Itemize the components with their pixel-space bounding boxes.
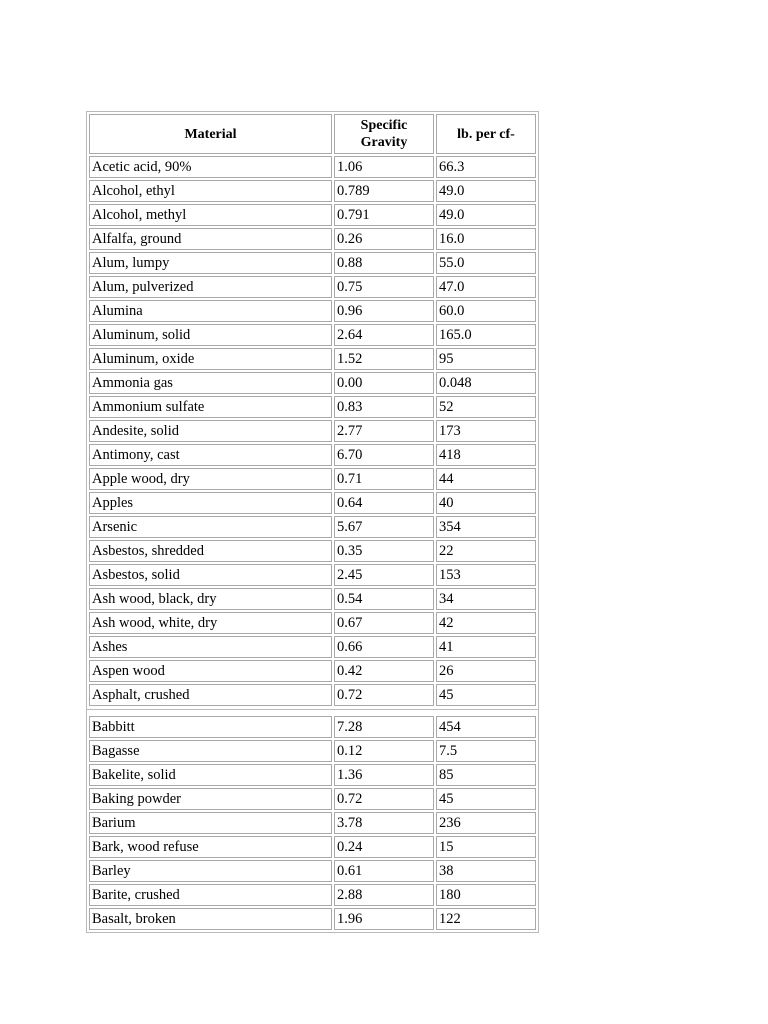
cell-material: Barium <box>89 812 332 834</box>
cell-specific-gravity: 0.83 <box>334 396 434 418</box>
table-row <box>89 860 536 882</box>
cell-specific-gravity: 0.791 <box>334 204 434 226</box>
cell-lb-per-cf: 165.0 <box>436 324 536 346</box>
cell-lb-per-cf: 42 <box>436 612 536 634</box>
cell-lb-per-cf: 66.3 <box>436 156 536 178</box>
cell-lb-per-cf: 45 <box>436 684 536 706</box>
cell-lb-per-cf: 55.0 <box>436 252 536 274</box>
table-row <box>89 884 536 906</box>
header-specific-gravity-line-2: Gravity <box>360 135 408 150</box>
cell-material: Aluminum, solid <box>89 324 332 346</box>
cell-specific-gravity: 0.75 <box>334 276 434 298</box>
table-row <box>89 540 536 562</box>
table-row <box>89 908 536 930</box>
table-row <box>89 156 536 178</box>
cell-specific-gravity: 1.96 <box>334 908 434 930</box>
table-row <box>89 348 536 370</box>
cell-material: Aspen wood <box>89 660 332 682</box>
cell-material: Barley <box>89 860 332 882</box>
cell-material: Arsenic <box>89 516 332 538</box>
cell-lb-per-cf: 95 <box>436 348 536 370</box>
cell-material: Ammonia gas <box>89 372 332 394</box>
table-row <box>89 228 536 250</box>
cell-material: Bagasse <box>89 740 332 762</box>
table-row <box>89 468 536 490</box>
table-row <box>89 324 536 346</box>
table-row <box>89 716 536 738</box>
cell-specific-gravity: 2.45 <box>334 564 434 586</box>
cell-lb-per-cf: 354 <box>436 516 536 538</box>
cell-material: Alumina <box>89 300 332 322</box>
cell-specific-gravity: 7.28 <box>334 716 434 738</box>
cell-specific-gravity: 2.88 <box>334 884 434 906</box>
table-row <box>89 812 536 834</box>
cell-lb-per-cf: 34 <box>436 588 536 610</box>
cell-lb-per-cf: 44 <box>436 468 536 490</box>
cell-lb-per-cf: 15 <box>436 836 536 858</box>
header-specific-gravity-line-1: Specific <box>360 118 408 133</box>
cell-lb-per-cf: 47.0 <box>436 276 536 298</box>
cell-specific-gravity: 0.61 <box>334 860 434 882</box>
cell-material: Aluminum, oxide <box>89 348 332 370</box>
cell-material: Babbitt <box>89 716 332 738</box>
table-row <box>89 372 536 394</box>
table-row <box>89 612 536 634</box>
cell-lb-per-cf: 49.0 <box>436 204 536 226</box>
cell-specific-gravity: 2.64 <box>334 324 434 346</box>
cell-specific-gravity: 0.42 <box>334 660 434 682</box>
cell-specific-gravity: 0.72 <box>334 684 434 706</box>
cell-lb-per-cf: 153 <box>436 564 536 586</box>
cell-specific-gravity: 2.77 <box>334 420 434 442</box>
table-row <box>89 836 536 858</box>
group-divider <box>87 709 538 713</box>
cell-lb-per-cf: 40 <box>436 492 536 514</box>
header-specific-gravity <box>334 114 434 154</box>
cell-material: Bark, wood refuse <box>89 836 332 858</box>
table-row <box>89 788 536 810</box>
material-density-table <box>87 112 538 708</box>
cell-specific-gravity: 1.06 <box>334 156 434 178</box>
header-row <box>89 114 536 154</box>
table-row <box>89 764 536 786</box>
table-row <box>89 204 536 226</box>
cell-material: Alum, pulverized <box>89 276 332 298</box>
cell-lb-per-cf: 22 <box>436 540 536 562</box>
table-row <box>89 492 536 514</box>
cell-lb-per-cf: 180 <box>436 884 536 906</box>
cell-material: Acetic acid, 90% <box>89 156 332 178</box>
table-row <box>89 564 536 586</box>
density-table-frame <box>86 111 539 933</box>
table-row <box>89 684 536 706</box>
cell-material: Andesite, solid <box>89 420 332 442</box>
cell-lb-per-cf: 7.5 <box>436 740 536 762</box>
table-group-a <box>89 156 536 706</box>
cell-specific-gravity: 0.66 <box>334 636 434 658</box>
table-row <box>89 396 536 418</box>
cell-material: Ammonium sulfate <box>89 396 332 418</box>
cell-material: Barite, crushed <box>89 884 332 906</box>
table-row <box>89 252 536 274</box>
cell-specific-gravity: 0.12 <box>334 740 434 762</box>
cell-material: Asbestos, shredded <box>89 540 332 562</box>
cell-specific-gravity: 0.64 <box>334 492 434 514</box>
cell-specific-gravity: 0.35 <box>334 540 434 562</box>
cell-material: Alcohol, methyl <box>89 204 332 226</box>
cell-specific-gravity: 3.78 <box>334 812 434 834</box>
cell-material: Alum, lumpy <box>89 252 332 274</box>
cell-lb-per-cf: 454 <box>436 716 536 738</box>
cell-lb-per-cf: 26 <box>436 660 536 682</box>
cell-specific-gravity: 1.36 <box>334 764 434 786</box>
cell-lb-per-cf: 236 <box>436 812 536 834</box>
cell-material: Antimony, cast <box>89 444 332 466</box>
table-row <box>89 300 536 322</box>
header-lb-per-cf: lb. per cf- <box>436 114 536 154</box>
cell-specific-gravity: 0.71 <box>334 468 434 490</box>
cell-lb-per-cf: 60.0 <box>436 300 536 322</box>
cell-specific-gravity: 0.24 <box>334 836 434 858</box>
material-density-table-continued <box>87 714 538 932</box>
cell-lb-per-cf: 38 <box>436 860 536 882</box>
cell-material: Bakelite, solid <box>89 764 332 786</box>
cell-material: Ash wood, black, dry <box>89 588 332 610</box>
cell-specific-gravity: 0.88 <box>334 252 434 274</box>
table-row <box>89 660 536 682</box>
cell-specific-gravity: 0.67 <box>334 612 434 634</box>
cell-specific-gravity: 0.00 <box>334 372 434 394</box>
cell-lb-per-cf: 0.048 <box>436 372 536 394</box>
cell-material: Apples <box>89 492 332 514</box>
cell-lb-per-cf: 418 <box>436 444 536 466</box>
cell-material: Basalt, broken <box>89 908 332 930</box>
cell-lb-per-cf: 52 <box>436 396 536 418</box>
table-row <box>89 444 536 466</box>
cell-lb-per-cf: 49.0 <box>436 180 536 202</box>
cell-specific-gravity: 0.26 <box>334 228 434 250</box>
table-row <box>89 180 536 202</box>
cell-material: Apple wood, dry <box>89 468 332 490</box>
cell-material: Asphalt, crushed <box>89 684 332 706</box>
table-row <box>89 420 536 442</box>
table-row <box>89 636 536 658</box>
cell-material: Baking powder <box>89 788 332 810</box>
table-row <box>89 276 536 298</box>
cell-specific-gravity: 0.54 <box>334 588 434 610</box>
cell-lb-per-cf: 173 <box>436 420 536 442</box>
cell-lb-per-cf: 122 <box>436 908 536 930</box>
cell-lb-per-cf: 45 <box>436 788 536 810</box>
cell-material: Alcohol, ethyl <box>89 180 332 202</box>
table-header <box>89 114 536 154</box>
table-row <box>89 588 536 610</box>
cell-specific-gravity: 6.70 <box>334 444 434 466</box>
cell-specific-gravity: 1.52 <box>334 348 434 370</box>
table-group-b <box>89 716 536 930</box>
cell-specific-gravity: 0.789 <box>334 180 434 202</box>
cell-material: Ash wood, white, dry <box>89 612 332 634</box>
cell-lb-per-cf: 16.0 <box>436 228 536 250</box>
cell-specific-gravity: 0.72 <box>334 788 434 810</box>
cell-lb-per-cf: 85 <box>436 764 536 786</box>
header-material: Material <box>89 114 332 154</box>
cell-specific-gravity: 5.67 <box>334 516 434 538</box>
table-row <box>89 516 536 538</box>
cell-material: Asbestos, solid <box>89 564 332 586</box>
cell-material: Ashes <box>89 636 332 658</box>
cell-specific-gravity: 0.96 <box>334 300 434 322</box>
cell-lb-per-cf: 41 <box>436 636 536 658</box>
cell-material: Alfalfa, ground <box>89 228 332 250</box>
table-row <box>89 740 536 762</box>
